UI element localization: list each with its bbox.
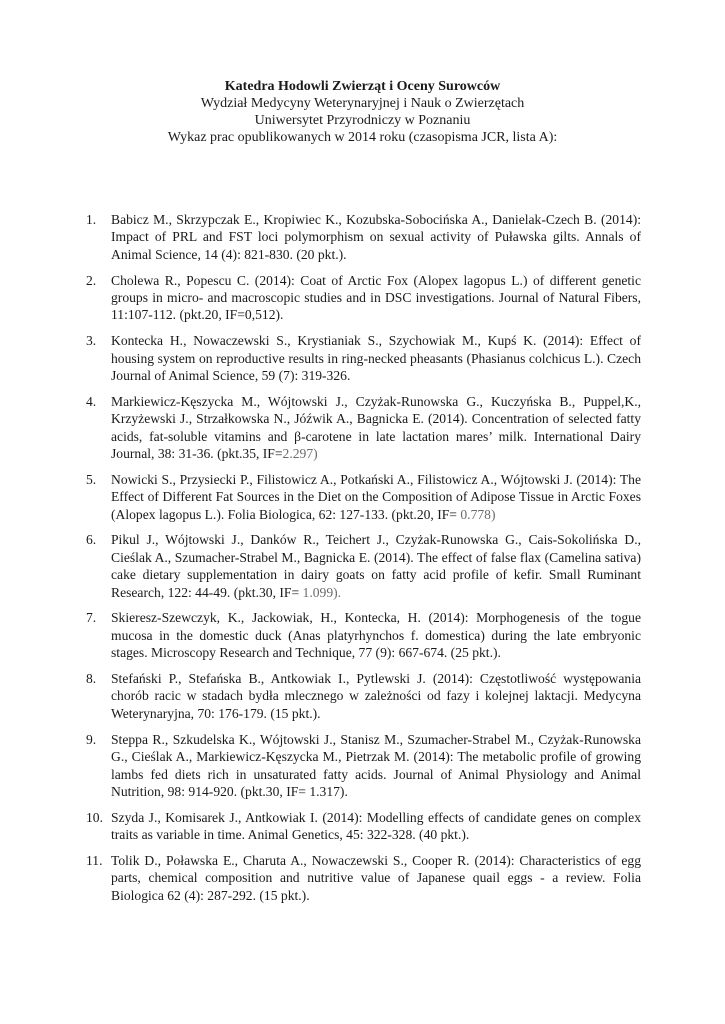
publication-text: Markiewicz-Kęszycka M., Wójtowski J., Czyżak-Runowska G., Kuczyńska B., Puppel,K., Krzyżewski J., Strzałkowska N., Jóźwik A., Bagnicka E. (2014). Concentration of selected fatty acids, fat-soluble vitamins and β-carotene in late lactation mares’ milk. International Dairy Journal, 38: 31-36. (pkt.35, IF= <box>111 393 641 462</box>
publication-impact-factor: 2.297) <box>282 446 318 462</box>
publication-text: Szyda J., Komisarek J., Antkowiak I. (2014): Modelling effects of candidate genes on complex traits as variable in time. Animal Genetics, 45: 322-328. (40 pkt.). <box>111 809 641 843</box>
publication-item <box>86 531 641 601</box>
publication-number: 9. <box>86 731 97 747</box>
publication-number: 2. <box>86 272 97 288</box>
publication-text: Babicz M., Skrzypczak E., Kropiwiec K., Kozubska-Sobocińska A., Danielak-Czech B. (2014): Impact of PRL and FST loci polymorphism on sexual activity of Puławska gilts. Annals of Animal Science, 14 (4): 821-830. (20 pkt.). <box>111 212 641 262</box>
publication-text: Cholewa R., Popescu C. (2014): Coat of Arctic Fox (Alopex lagopus L.) of different genetic groups in micro- and macroscopic studies and in DSC investigations. Journal of Natural Fibers, 11:107-112. (pkt.20, IF=0,512). <box>111 272 641 323</box>
publication-impact-factor: 1.099). <box>302 584 342 600</box>
publication-item <box>86 852 641 904</box>
publication-item <box>86 332 641 384</box>
publication-item <box>86 393 641 463</box>
publication-item <box>86 731 641 801</box>
publication-number: 5. <box>86 471 97 487</box>
publication-number: 7. <box>86 610 97 626</box>
list-subtitle: Wykaz prac opublikowanych w 2014 roku (czasopisma JCR, lista A): <box>167 130 558 145</box>
university-name: Uniwersytet Przyrodniczy w Poznaniu <box>254 113 471 128</box>
publication-number: 4. <box>86 393 97 409</box>
faculty-name: Wydział Medycyny Weterynaryjnej i Nauk o Zwierzętach <box>200 96 525 111</box>
document-header <box>0 78 725 146</box>
publication-number: 6. <box>86 532 97 548</box>
publication-number: 11. <box>86 852 103 868</box>
publication-item <box>86 609 641 661</box>
publication-list <box>86 211 641 913</box>
publication-impact-factor: 0.778) <box>460 506 496 522</box>
publication-item <box>86 471 641 523</box>
publication-item <box>86 211 641 263</box>
publication-text: Nowicki S., Przysiecki P., Filistowicz A., Potkański A., Filistowicz A., Wójtowski J. (2014): The Effect of Different Fat Sources in the Diet on the Composition of Adipose Tissue in Arctic Foxes (Alopex lagopus L.). Folia Biologica, 62: 127-133. (pkt.20, IF= <box>111 471 641 522</box>
publication-number: 1. <box>86 212 97 227</box>
publication-item <box>86 670 641 722</box>
publication-text: Stefański P., Stefańska B., Antkowiak I., Pytlewski J. (2014): Częstotliwość występowania chorób racic w stadach bydła mlecznego w zależności od fazy i kolejnej laktacji. Medycyna Weterynaryjna, 70: 176-179. (15 pkt.). <box>111 671 641 721</box>
publication-text: Steppa R., Szkudelska K., Wójtowski J., Stanisz M., Szumacher-Strabel M., Czyżak-Runowska G., Cieślak A., Markiewicz-Kęszycka M., Pietrzak M. (2014): The metabolic profile of growing lambs fed diets rich in unsaturated fatty acids. Journal of Animal Physiology and Animal Nutrition, 98: 914-920. (pkt.30, IF= 1.317). <box>111 731 641 799</box>
publication-text: Kontecka H., Nowaczewski S., Krystianiak S., Szychowiak M., Kupś K. (2014): Effect of housing system on reproductive results in ring-necked pheasants (Phasianus colchicus L.). Czech Journal of Animal Science, 59 (7): 319-326. <box>111 333 641 384</box>
publication-number: 3. <box>86 333 97 349</box>
publication-number: 8. <box>86 671 97 687</box>
publication-number: 10. <box>86 809 103 825</box>
publication-item <box>86 272 641 324</box>
publication-text: Skieresz-Szewczyk, K., Jackowiak, H., Kontecka, H. (2014): Morphogenesis of the togue mucosa in the domestic duck (Anas platyrhynchos f. domestica) during the late embryonic stages. Microscopy Research and Technique, 77 (9): 667-674. (25 pkt.). <box>111 610 641 661</box>
department-title: Katedra Hodowli Zwierząt i Oceny Surowców <box>224 79 501 94</box>
publication-text: Tolik D., Poławska E., Charuta A., Nowaczewski S., Cooper R. (2014): Characteristics of egg parts, chemical composition and nutritive value of Japanese quail eggs - a review. Folia Biologica 62 (4): 287-292. (15 pkt.). <box>111 852 641 903</box>
publication-text: Pikul J., Wójtowski J., Danków R., Teichert J., Czyżak-Runowska G., Cais-Sokolińska D., Cieślak A., Szumacher-Strabel M., Bagnicka E. (2014). The effect of false flax (Camelina sativa) cake dietary supplementation in dairy goats on fatty acid profile of kefir. Small Ruminant Research, 122: 44-49. (pkt.30, IF= <box>111 532 641 600</box>
publication-item <box>86 809 641 844</box>
